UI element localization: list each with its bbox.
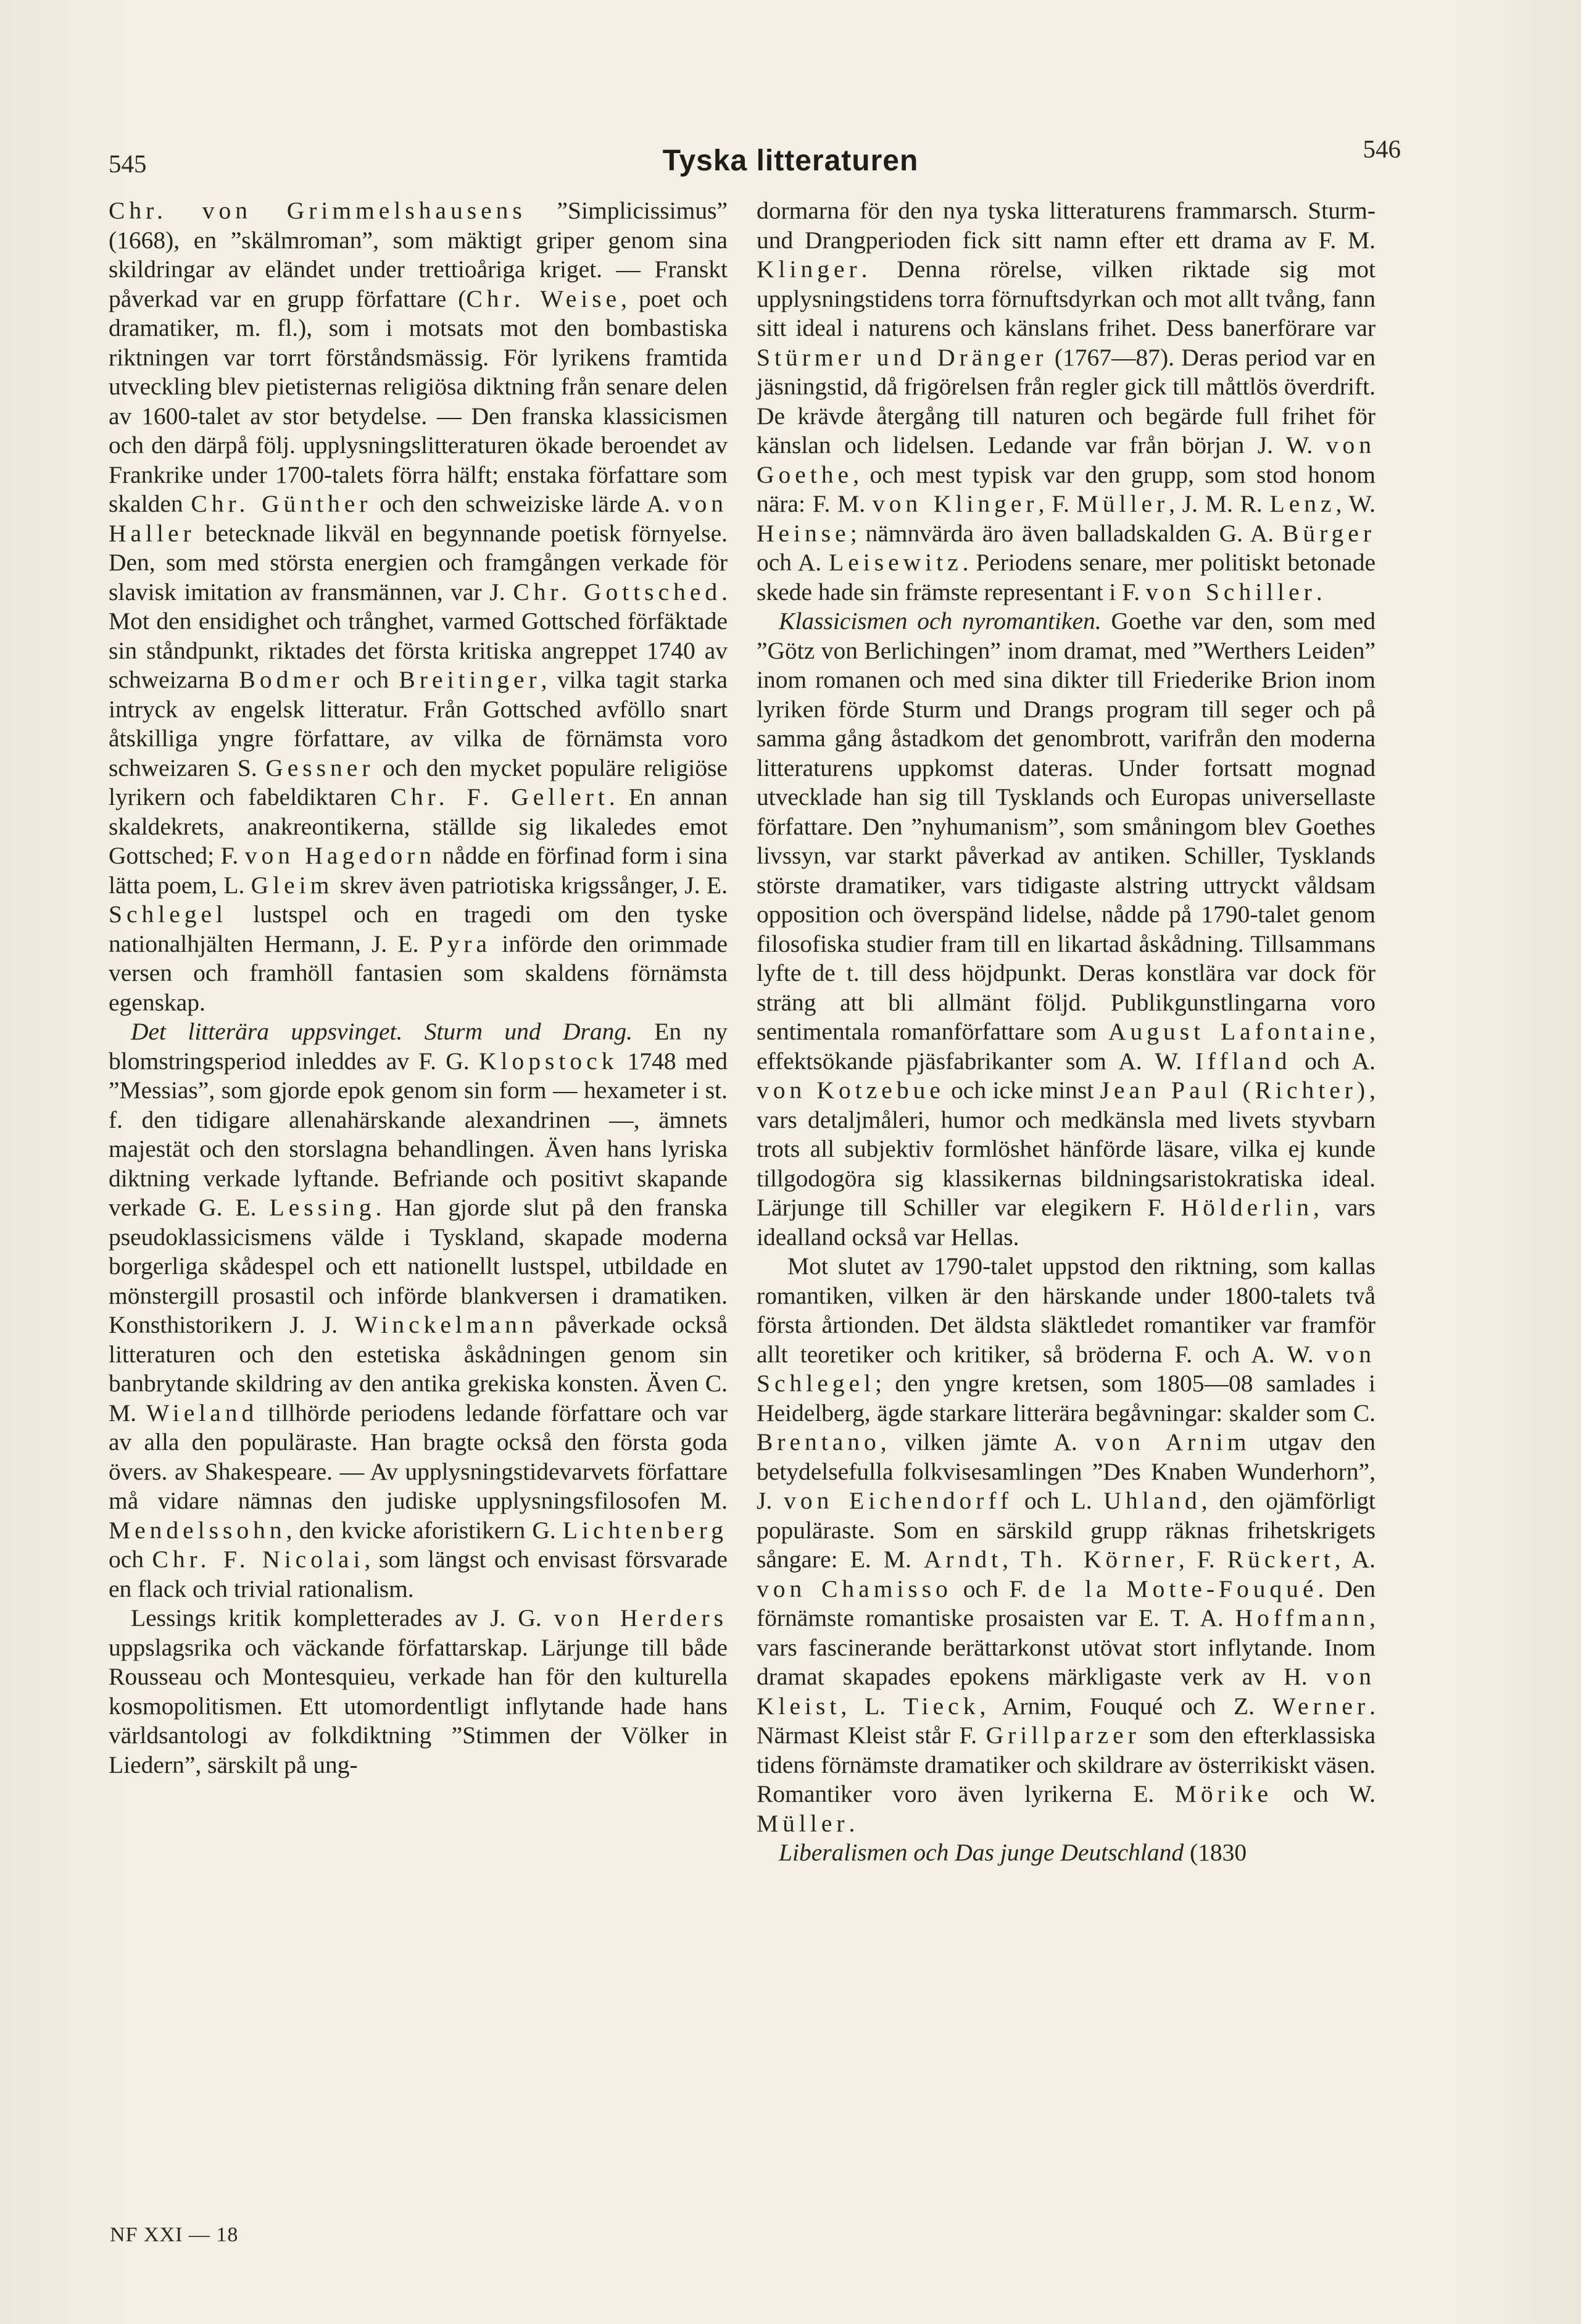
spaced-name: Uhland	[1103, 1487, 1201, 1514]
spaced-name: Chr. von Grimmelshausens	[109, 197, 526, 224]
left-column-paragraph: Det litterära uppsvinget. Sturm und Drang. En ny blomstringsperiod inleddes av F. G. Klopstock 1748 med ”Messias”, som gjorde epok genom sin form — hexameter i st. f. den tidigare allenahärskande alexandrinen —, ämnets majestät och den storslagna behandlingen. Även hans lyriska diktning verkade lyftande. Befriande och positivt skapande verkade G. E. Lessing. Han gjorde slut på den franska pseudoklassicismens välde i Tyskland, skapade moderna borgerliga skådespel och ett nationellt lustspel, utbildade en mönstergill prosastil och införde blankversen i dramatiken. Konsthistorikern J. J. Winckelmann påverkade också litteraturen och den estetiska åskådningen genom sin banbrytande skildring av den antika grekiska konsten. Även C. M. Wieland tillhörde periodens ledande författare och var av alla den populäraste. Han bragte också den första goda övers. av Shakespeare. — Av upplysningstidevarvets författare må vidare nämnas den judiske upplysningsfilosofen M. Mendelssohn, den kvicke aforistikern G. Lichtenberg och Chr. F. Nicolai, som längst och envisast försvarade en flack och trivial rationalism.	[109, 1018, 728, 1602]
spaced-name: von Hagedorn	[244, 842, 436, 869]
spaced-name: Lichtenberg	[562, 1516, 728, 1544]
spaced-name: Jean Paul (Richter)	[1100, 1077, 1370, 1104]
spaced-name: Chr. Weise	[466, 285, 621, 312]
right-column-paragraph: dormarna för den nya tyska litteraturens frammarsch. Sturm- und Drangperioden fick sitt namn efter ett drama av F. M. Klinger. Denna rörelse, vilken riktade sig mot upplysningstidens torra förnuftsdyrkan och mot allt tvång, fann sitt ideal i naturens och känslans frihet. Dess banerförare var Stürmer und Dränger (1767—87). Deras period var en jäsningstid, då frigörelsen från regler gick till måttlös överdrift. De krävde återgång till naturen och begärde full frihet för känslan och lidelsen. Ledande var från början J. W. von Goethe, och mest typisk var den grupp, som stod honom nära: F. M. von Klinger, F. Müller, J. M. R. Lenz, W. Heinse; nämnvärda äro även balladskalden G. A. Bürger och A. Leisewitz. Periodens senare, mer politiskt betonade skede hade sin främste representant i F. von Schiller.	[757, 197, 1376, 606]
spaced-name: Hölderlin	[1181, 1194, 1313, 1221]
spaced-name: Arndt	[923, 1546, 1003, 1573]
spaced-name: Lessing	[269, 1194, 376, 1221]
right-column-paragraph: Liberalismen och Das junge Deutschland (1830	[779, 1839, 1247, 1866]
spaced-name: Bürger	[1282, 519, 1376, 547]
spaced-name: Iffland	[1195, 1047, 1292, 1075]
page-number-right: 546	[1363, 135, 1401, 163]
spaced-name: Leisewitz	[829, 549, 963, 576]
left-text-column	[109, 196, 728, 1780]
spaced-name: von Chamisso	[757, 1575, 952, 1602]
left-column-paragraph: Lessings kritik kompletterades av J. G. von Herders uppslagsrika och väckande författarskap. Lärjunge till både Rousseau och Montesquieu, verkade han för den kulturella kosmopolitismen. Ett utomordentligt inflytande hade hans världsantologi av folkdiktning ”Stimmen der Völker in Liedern”, särskilt på ung-	[109, 1604, 728, 1778]
spaced-name: von Kleist	[757, 1663, 1376, 1720]
spaced-name: de la Motte-Fouqué	[1038, 1575, 1318, 1602]
spaced-name: Chr. F. Gellert	[390, 783, 609, 810]
section-heading: Klassicismen och nyromantiken.	[779, 607, 1102, 635]
spaced-name: von Arnim	[1095, 1428, 1251, 1456]
section-heading: Det litterära uppsvinget. Sturm und Drang.	[131, 1018, 633, 1045]
spaced-name: Gessner	[265, 754, 375, 781]
right-column-paragraph: Klassicismen och nyromantiken. Goethe var den, som med ”Götz von Berlichingen” inom dramat, med ”Werthers Leiden” inom romanen och med sina dikter till Friederike Brion inom lyriken förde Sturm und Drangs program till seger och på samma gång åstadkom det genombrott, varifrån den moderna litteraturens uppkomst dateras. Under fortsatt mognad utvecklade han sig till Tysklands och Europas universellaste författare. Den ”nyhumanism”, som småningom blev Goethes livssyn, var starkt påverkad av antiken. Schiller, Tysklands störste dramatiker, vars tidigaste alstring uttryckt våldsam opposition och överspänd lidelse, nådde på 1790-talet genom filosofiska studier fram till en likartad åskådning. Tillsammans lyfte de t. till dess höjdpunkt. Deras konstlära var dock för sträng att bli allmänt följd. Publikgunstlingarna voro sentimentala romanförfattare som August Lafontaine, effektsökande pjäsfabrikanter som A. W. Iffland och A. von Kotzebue och icke minst Jean Paul (Richter), vars detaljmåleri, humor och medkänsla med livets styvbarn trots all subjektiv formlöshet hänförde läsare, vilka ej kunde tillgodogöra sig klassikernas bildningsaristokratiska ideal. Lärjunge till Schiller var elegikern F. Hölderlin, vars idealland också var Hellas.	[757, 607, 1376, 1251]
spaced-name: Breitinger	[399, 666, 541, 693]
spaced-name: Müller	[1076, 490, 1169, 517]
spaced-name: von Schlegel	[757, 1340, 1376, 1397]
spaced-name: von Klinger	[872, 490, 1039, 517]
section-heading: Liberalismen och Das junge Deutschland	[779, 1839, 1184, 1866]
spaced-name: Schlegel	[109, 901, 228, 928]
spaced-name: Wieland	[146, 1399, 259, 1426]
right-text-column	[757, 196, 1376, 1868]
spaced-name: von Herders	[554, 1604, 728, 1631]
spaced-name: Tieck	[903, 1692, 980, 1720]
spaced-name: Mörike	[1174, 1780, 1273, 1807]
spaced-name: Gleim	[251, 871, 334, 899]
spaced-name: Winckelmann	[354, 1311, 538, 1338]
spaced-name: Bodmer	[239, 666, 344, 693]
spaced-name: Hoffmann	[1235, 1604, 1370, 1631]
spaced-name: Müller	[757, 1809, 849, 1837]
spaced-name: Pyra	[429, 930, 492, 957]
spaced-name: Werner	[1272, 1692, 1370, 1720]
left-column-paragraph: Chr. von Grimmelshausens ”Simplicissimus” (1668), en ”skälmroman”, som mäktigt griper genom sina skildringar av eländet under trettioåriga kriget. — Franskt påverkad var en grupp författare (Chr. Weise, poet och dramatiker, m. fl.), som i motsats mot den bombastiska riktningen var torrt förståndsmässig. För lyrikens framtida utveckling blev pietisternas religiösa diktning från senare delen av 1600-talet av stor betydelse. — Den franska klassicismen och den därpå följ. upplysningslitteraturen ökade beroendet av Frankrike under 1700-talets förra hälft; enstaka författare som skalden Chr. Günther och den schweiziske lärde A. von Haller betecknade likväl en begynnande poetisk förnyelse. Den, som med största energien och framgången verkade för slavisk imitation av fransmännen, var J. Chr. Gottsched. Mot den ensidighet och trånghet, varmed Gottsched förfäktade sin ståndpunkt, riktades det första kritiska angreppet 1740 av schweizarna Bodmer och Breitinger, vilka tagit starka intryck av engelsk litteratur. Från Gottsched avföllo snart åtskilliga yngre författare, av vilka de förnämsta voro schweizaren S. Gessner och den mycket populäre religiöse lyrikern och fabeldiktaren Chr. F. Gellert. En annan skaldekrets, anakreontikerna, ställde sig likaledes emot Gottsched; F. von Hagedorn nådde en förfinad form i sina lätta poem, L. Gleim skrev även patriotiska krigssånger, J. E. Schlegel lustspel och en tragedi om den tyske nationalhjälten Hermann, J. E. Pyra införde den orimmade versen och framhöll fantasien som skaldens förnämsta egenskap.	[109, 197, 728, 1016]
spaced-name: Lenz	[1269, 490, 1336, 517]
spaced-name: Th. Körner	[1021, 1546, 1179, 1573]
spaced-name: von Eichendorff	[784, 1487, 1013, 1514]
spaced-name: Brentano	[757, 1428, 881, 1456]
page-number-left: 545	[109, 149, 147, 178]
spaced-name: von Goethe	[757, 431, 1376, 488]
spaced-name: Klinger	[757, 256, 861, 283]
spaced-name: von Schiller	[1145, 578, 1316, 606]
signature-mark: NF XXI — 18	[110, 2223, 239, 2246]
spaced-name: Rückert	[1227, 1546, 1335, 1573]
spaced-name: Stürmer und Dränger	[757, 343, 1048, 371]
spaced-name: von Kotzebue	[757, 1077, 945, 1104]
spaced-name: Heinse	[757, 519, 850, 547]
spaced-name: Chr. F. Nicolai	[152, 1546, 365, 1573]
spaced-name: Grillparzer	[986, 1722, 1140, 1749]
right-column-paragraph: Mot slutet av 1790-talet uppstod den riktning, som kallas romantiken, vilken är den härskande under 1800-talets två första årtionden. Det äldsta släktledet romantiker var framför allt teoretiker och kritiker, så bröderna F. och A. W. von Schlegel; den yngre kretsen, som 1805—08 samlades i Heidelberg, ägde starkare litterära begåvningar: skalder som C. Brentano, vilken jämte A. von Arnim utgav den betydelsefulla folkvisesamlingen ”Des Knaben Wunderhorn”, J. von Eichendorff och L. Uhland, den ojämförligt populäraste. Som en särskild grupp räknas frihetskrigets sångare: E. M. Arndt, Th. Körner, F. Rückert, A. von Chamisso och F. de la Motte-Fouqué. Den förnämste romantiske prosaisten var E. T. A. Hoffmann, vars fascinerande berättarkonst utövat stort inflytande. Inom dramat skapades epokens märkligaste verk av H. von Kleist, L. Tieck, Arnim, Fouqué och Z. Werner. Närmast Kleist står F. Grillparzer som den efterklassiska tidens förnämste dramatiker och skildrare av österrikiskt väsen. Romantiker voro även lyrikerna E. Mörike och W. Müller.	[757, 1252, 1376, 1837]
spaced-name: August Lafontaine	[1108, 1018, 1370, 1045]
spaced-name: von Haller	[109, 490, 728, 547]
spaced-name: Chr. Gottsched	[513, 578, 722, 606]
spaced-name: Chr. Günther	[191, 490, 372, 517]
spaced-name: Mendelssohn	[109, 1516, 286, 1544]
spaced-name: Klopstock	[478, 1047, 618, 1075]
running-title: Tyska litteraturen	[662, 144, 919, 177]
page-header	[0, 127, 1581, 176]
